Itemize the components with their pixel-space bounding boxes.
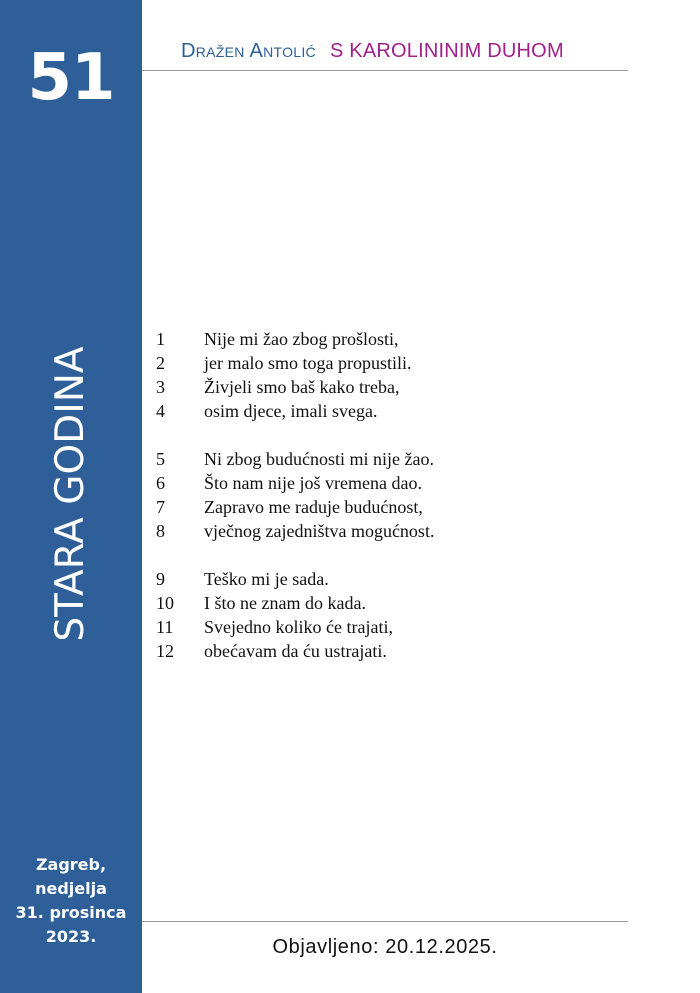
verse-text: obećavam da ću ustrajati. [204, 641, 387, 661]
verse-text: Nije mi žao zbog prošlosti, [204, 329, 399, 349]
verse-line [156, 399, 434, 423]
verse-line [156, 375, 434, 399]
verse-number: 2 [156, 353, 165, 373]
verse-text: Svejedno koliko će trajati, [204, 617, 393, 637]
verse-line [156, 615, 434, 639]
verse-line [156, 639, 434, 663]
verse-text: osim djece, imali svega. [204, 401, 378, 421]
verse-line [156, 567, 434, 591]
verse-text: Što nam nije još vremena dao. [204, 473, 422, 493]
verse-text: I što ne znam do kada. [204, 593, 366, 613]
stanza [156, 567, 434, 663]
verse-number: 3 [156, 377, 165, 397]
verse-number: 8 [156, 521, 165, 541]
verse-number: 12 [156, 641, 174, 661]
verse-number: 6 [156, 473, 165, 493]
stanza [156, 447, 434, 543]
header-divider [142, 70, 628, 71]
poem-number: 51 [27, 41, 115, 115]
verse-number: 11 [156, 617, 174, 637]
verse-text: jer malo smo toga propustili. [204, 353, 412, 373]
poem-title: STARA GODINA [48, 346, 93, 642]
verse-number: 9 [156, 569, 165, 589]
verse-line [156, 519, 434, 543]
place-date-line: Zagreb, [35, 855, 107, 874]
place-date-line: 2023. [45, 927, 97, 946]
place-date-line: nedjelja [35, 879, 107, 898]
published-date: Objavljeno: 20.12.2025. [272, 936, 498, 958]
verse-line [156, 495, 434, 519]
verse-number: 1 [156, 329, 165, 349]
author-name: Dražen Antolić [181, 40, 316, 62]
running-header [181, 38, 564, 64]
verse-line [156, 591, 434, 615]
poem-body [156, 327, 434, 687]
verse-text: vječnog zajedništva mogućnost. [204, 521, 435, 541]
verse-line [156, 327, 434, 351]
verse-number: 4 [156, 401, 165, 421]
verse-line [156, 471, 434, 495]
verse-text: Živjeli smo baš kako treba, [204, 377, 400, 397]
footer-divider [142, 921, 628, 922]
verse-text: Teško mi je sada. [204, 569, 329, 589]
verse-number: 10 [156, 593, 174, 613]
verse-text: Ni zbog budućnosti mi nije žao. [204, 449, 434, 469]
sidebar [0, 0, 142, 993]
place-date [0, 853, 142, 949]
verse-line [156, 351, 434, 375]
verse-number: 5 [156, 449, 165, 469]
verse-text: Zapravo me raduje budućnost, [204, 497, 423, 517]
verse-number: 7 [156, 497, 165, 517]
book-title: S KAROLININIM DUHOM [329, 40, 564, 62]
verse-line [156, 447, 434, 471]
place-date-line: 31. prosinca [15, 903, 127, 922]
stanza [156, 327, 434, 423]
